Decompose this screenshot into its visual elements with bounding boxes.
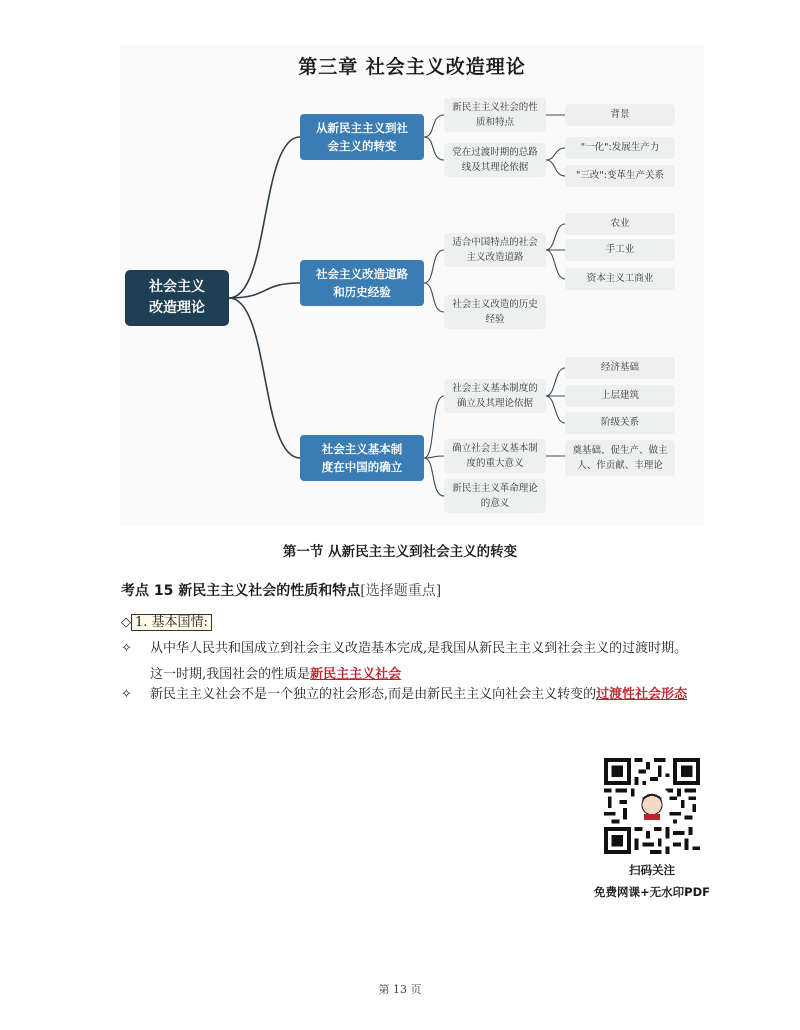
mindmap-leaf xyxy=(565,440,675,476)
mindmap-subnode-label: 新民主主义社会的性 质和特点 xyxy=(452,102,538,128)
mindmap-subnode-label: 适合中国特点的社会 主义改造道路 xyxy=(452,237,538,263)
kaodian-heading xyxy=(121,580,441,600)
kaodian-title: 考点 15 新民主主义社会的性质和特点 xyxy=(121,583,361,599)
mindmap-leaf: 阶级关系 xyxy=(565,412,675,434)
mindmap-branch-label: 从新民主主义到社 会主义的转变 xyxy=(316,121,408,153)
jiben-guoqing-heading xyxy=(121,611,212,630)
sparkle-bullet-icon: ✧ xyxy=(121,641,132,656)
section-title: 第一节 从新民主主义到社会主义的转变 xyxy=(282,544,518,560)
mindmap-branch-3 xyxy=(300,435,424,481)
mindmap-subnode-label: 社会主义基本制度的 确立及其理论依据 xyxy=(452,383,538,409)
highlight-text: 新民主主义社会 xyxy=(310,667,402,682)
mindmap-title: 第三章 社会主义改造理论 xyxy=(298,56,526,78)
bullet-item-1 xyxy=(121,636,691,688)
mindmap-branch-label: 社会主义改造道路 和历史经验 xyxy=(316,267,408,299)
mindmap-leaf-label: 奠基础、促生产、做主 人、作贡献、丰理论 xyxy=(572,445,668,471)
mindmap-branch-1 xyxy=(300,114,424,160)
mindmap-subnode-label: 新民主主义革命理论 的意义 xyxy=(452,483,538,509)
qr-code-icon[interactable] xyxy=(604,758,700,854)
mindmap-subnode-label: 确立社会主义基本制 度的重大意义 xyxy=(452,443,538,469)
mindmap-subnode-label: 党在过渡时期的总路 线及其理论依据 xyxy=(452,147,538,173)
mindmap-leaf: 资本主义工商业 xyxy=(565,268,675,290)
bullet-text: 新民主主义社会不是一个独立的社会形态,而是由新民主主义向社会主义转变的 xyxy=(150,687,597,702)
mindmap-root-label: 社会主义 改造理论 xyxy=(149,279,205,316)
mindmap-leaf: 背景 xyxy=(565,104,675,126)
mindmap-subnode xyxy=(444,233,546,267)
mindmap-leaf: 经济基础 xyxy=(565,357,675,379)
page-number: 第 13 页 xyxy=(378,983,422,996)
qr-caption-follow: 扫码关注 xyxy=(629,863,675,877)
bullet-item-2 xyxy=(121,682,691,734)
qr-caption-offer: 免费网课+无水印PDF xyxy=(594,885,710,899)
mindmap-leaf: 农业 xyxy=(565,213,675,235)
mindmap-subnode xyxy=(444,295,546,329)
diamond-icon: ◇ xyxy=(121,615,131,630)
mindmap-subnode-label: 社会主义改造的历史 经验 xyxy=(452,299,538,325)
mindmap-subnode xyxy=(444,379,546,413)
bullet-text: 从中华人民共和国成立到社会主义改造基本完成,是我国从新民主主义到社会主义的过渡时期。这一时期,我国社会的性质是 xyxy=(150,641,688,682)
mindmap-leaf: "一化":发展生产力 xyxy=(565,137,675,159)
mindmap-subnode xyxy=(444,479,546,513)
highlight-text: 过渡性社会形态 xyxy=(596,687,688,702)
mindmap-leaf: "三改":变革生产关系 xyxy=(565,165,675,187)
sparkle-bullet-icon: ✧ xyxy=(121,687,132,702)
jiben-guoqing-label: 1. 基本国情: xyxy=(131,614,212,631)
mindmap-leaf: 上层建筑 xyxy=(565,385,675,407)
mindmap-branch-2 xyxy=(300,260,424,306)
mindmap-subnode xyxy=(444,98,546,132)
kaodian-tag: [选择题重点] xyxy=(360,583,442,599)
mindmap-subnode xyxy=(444,143,546,177)
mindmap-leaf: 手工业 xyxy=(565,239,675,261)
mindmap-subnode xyxy=(444,439,546,473)
mindmap-branch-label: 社会主义基本制 度在中国的确立 xyxy=(321,442,403,474)
mindmap-root-node xyxy=(125,270,229,326)
